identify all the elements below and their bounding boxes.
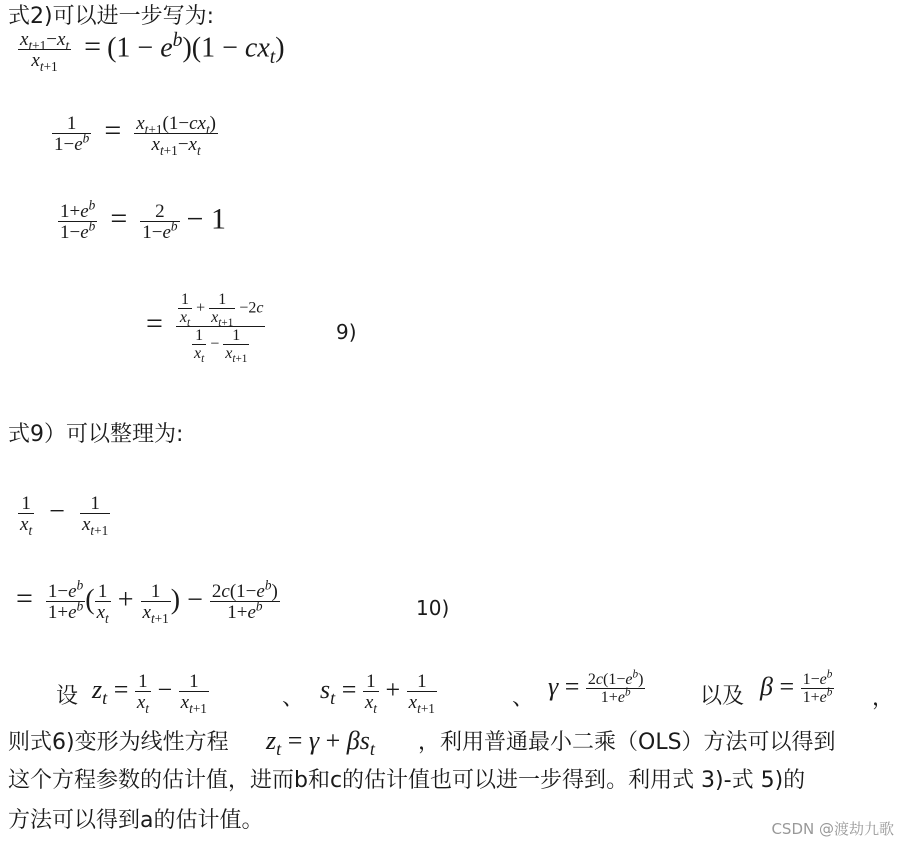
def-s: $s_t$ = $\frac{1}{x_t}$ + $\frac{1}{x_{t+1}}$ — [320, 671, 435, 716]
paragraph-line-3: 方法可以得到a的估计值。 — [8, 808, 264, 833]
def-z: $z_t$ = $\frac{1}{x_t}$ − $\frac{1}{x_{t+1}}$ — [92, 671, 207, 716]
separator-2: 、 — [512, 686, 535, 711]
equation-a: $\frac{x_{t+1}-x_t}{x_{t+1}}$ = $(1 - e^b)(1 - cx_t)$ — [20, 29, 285, 74]
equation-d: $\frac{1}{x_t}$ − $\frac{1}{x_{t+1}}$ — [20, 493, 109, 538]
let-word: 设 — [56, 684, 79, 709]
comma-1: ， — [872, 686, 895, 711]
def-gamma: γ = $\frac{2c(1-e^b)}{1+e^b}$ — [548, 668, 644, 706]
csdn-watermark: CSDN @渡劫九歌 — [771, 820, 894, 838]
paragraph-line-1b: ，利用普通最小二乘（OLS）方法可以得到 — [418, 730, 836, 755]
equation-10-tag: 10) — [416, 596, 450, 620]
equation-c: $\frac{1+e^b}{1-e^b}$ = $\frac{2}{1-e^b}$ − 1 — [60, 197, 226, 243]
equation-b: $\frac{1}{1-e^b}$ = $\frac{x_{t+1}(1-cx_t)}{x_{t+1}-x_t}$ — [54, 113, 216, 158]
def-beta: β = $\frac{1-e^b}{1+e^b}$ — [760, 668, 833, 706]
reorganize-line: 式9）可以整理为: — [8, 422, 184, 447]
and-word: 以及 — [700, 684, 745, 709]
linear-equation: $z_t = \gamma + \beta s_t$ — [266, 726, 375, 760]
paragraph-line-2: 这个方程参数的估计值，进而b和c的估计值也可以进一步得到。利用式 3)-式 5)的 — [8, 768, 806, 793]
equation-10: = $\frac{1-e^b}{1+e^b}$ ( $\frac{1}{x_t}$ + $\frac{1}{x_{t+1}}$ ) − $\frac{2c(1-e^b)}{1+e^b}$ — [16, 577, 278, 626]
equation-9-tag: 9) — [336, 320, 357, 344]
intro-line: 式2)可以进一步写为: — [8, 4, 214, 29]
equation-9: = $\frac{1}{x_t}$ + $\frac{1}{x_{t+1}}$ −2c $\frac{1}{x_t}$ − $\frac{1}{x_{t+1}}$ — [146, 291, 264, 366]
paragraph-line-1a: 则式6)变形为线性方程 — [8, 730, 229, 755]
separator-1: 、 — [282, 686, 305, 711]
